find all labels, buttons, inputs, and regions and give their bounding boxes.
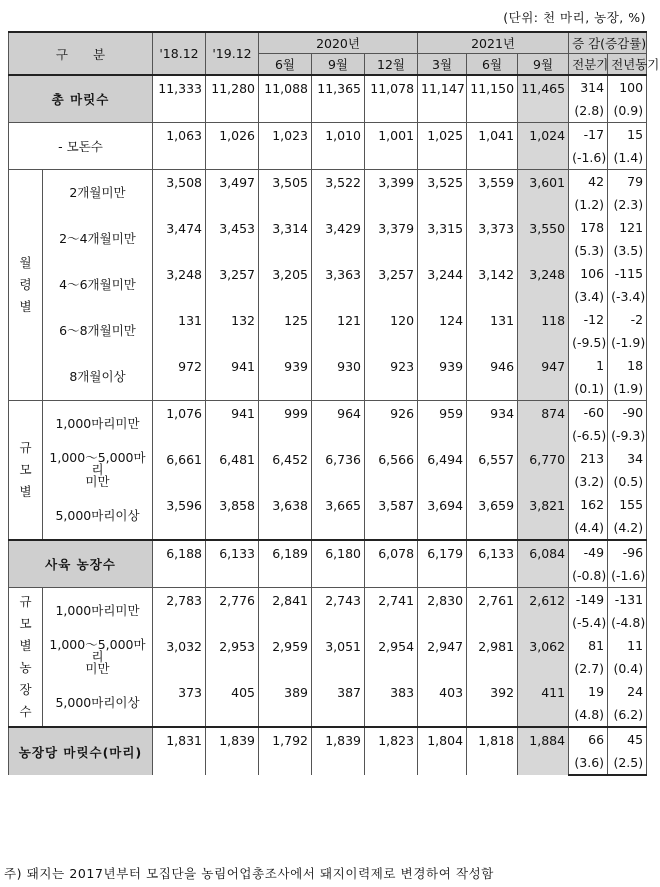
value-cell: 124 — [418, 308, 467, 354]
change-prev-quarter: 178 — [569, 216, 608, 239]
change-prev-year: 24 — [608, 680, 647, 703]
value-cell: 132 — [206, 308, 259, 354]
value-cell: 3,821 — [518, 493, 569, 540]
value-cell: 1,804 — [418, 727, 467, 775]
change-prev-year: -96 — [608, 540, 647, 564]
value-cell: 3,257 — [365, 262, 418, 308]
value-cell: 1,025 — [418, 123, 467, 170]
header-2019-12: '19.12 — [206, 32, 259, 75]
scale-group-label — [9, 401, 43, 541]
rate-prev-year: (3.5) — [608, 239, 647, 262]
row-label-item — [43, 401, 153, 448]
row-label-text: 2～4개월미만 — [59, 231, 136, 246]
value-cell: 120 — [365, 308, 418, 354]
change-prev-year: 100 — [608, 75, 647, 99]
value-cell: 3,379 — [365, 216, 418, 262]
change-prev-quarter: 81 — [569, 634, 608, 657]
group-label-char: 장 — [19, 682, 32, 697]
value-cell: 3,694 — [418, 493, 467, 540]
change-prev-quarter: 314 — [569, 75, 608, 99]
value-cell: 1,024 — [518, 123, 569, 170]
value-cell: 3,399 — [365, 170, 418, 217]
value-cell: 6,661 — [153, 447, 206, 493]
value-cell: 3,508 — [153, 170, 206, 217]
table-row — [9, 447, 647, 470]
value-cell: 3,505 — [259, 170, 312, 217]
value-cell: 1,831 — [153, 727, 206, 775]
rate-prev-year: (4.2) — [608, 516, 647, 540]
rate-prev-year: (-9.3) — [608, 424, 647, 447]
rate-prev-quarter: (-5.4) — [569, 611, 608, 634]
group-label-char: 월 — [19, 255, 32, 270]
header-2018-12: '18.12 — [153, 32, 206, 75]
group-label-char: 농 — [19, 660, 32, 675]
table-row — [9, 308, 647, 331]
value-cell: 11,147 — [418, 75, 467, 123]
row-label-text: 4～6개월미만 — [59, 277, 136, 292]
value-cell: 2,959 — [259, 634, 312, 680]
header-2021: 2021년 — [418, 32, 569, 54]
rate-prev-quarter: (3.4) — [569, 285, 608, 308]
value-cell: 1,063 — [153, 123, 206, 170]
value-cell: 383 — [365, 680, 418, 727]
table-row — [9, 123, 647, 147]
rate-prev-quarter: (4.4) — [569, 516, 608, 540]
value-cell: 1,792 — [259, 727, 312, 775]
change-prev-year: 15 — [608, 123, 647, 147]
table-row — [9, 727, 647, 751]
value-cell: 941 — [206, 354, 259, 401]
group-label-char: 수 — [19, 704, 32, 719]
change-prev-year: 11 — [608, 634, 647, 657]
rate-prev-quarter: (3.2) — [569, 470, 608, 493]
value-cell: 2,953 — [206, 634, 259, 680]
value-cell: 999 — [259, 401, 312, 448]
value-cell: 3,051 — [312, 634, 365, 680]
rate-prev-quarter: (5.3) — [569, 239, 608, 262]
change-prev-year: 18 — [608, 354, 647, 377]
header-month-2020-3: 12월 — [365, 54, 418, 76]
value-cell: 3,032 — [153, 634, 206, 680]
group-label-char: 규 — [19, 594, 32, 609]
change-prev-quarter: 162 — [569, 493, 608, 516]
value-cell: 3,550 — [518, 216, 569, 262]
rate-prev-year: (2.5) — [608, 751, 647, 775]
value-cell: 2,981 — [467, 634, 518, 680]
value-cell: 3,665 — [312, 493, 365, 540]
value-cell: 6,736 — [312, 447, 365, 493]
value-cell: 3,248 — [518, 262, 569, 308]
header-month-2021-3: 9월 — [518, 54, 569, 76]
pig-statistics-table — [8, 31, 660, 776]
row-label-text: 6～8개월미만 — [59, 323, 136, 338]
table-row — [9, 540, 647, 564]
rate-prev-year: (6.2) — [608, 703, 647, 727]
row-label-text: 1,000～5,000마리 미만 — [49, 637, 146, 676]
table-row — [9, 401, 647, 425]
value-cell: 1,001 — [365, 123, 418, 170]
value-cell: 941 — [206, 401, 259, 448]
group-label-char: 별 — [19, 638, 32, 653]
value-cell: 2,761 — [467, 588, 518, 635]
row-label-item — [43, 262, 153, 308]
value-cell: 6,180 — [312, 540, 365, 588]
change-prev-quarter: -17 — [569, 123, 608, 147]
group-label-char: 모 — [19, 462, 32, 477]
value-cell: 934 — [467, 401, 518, 448]
change-prev-quarter: 19 — [569, 680, 608, 703]
value-cell: 6,494 — [418, 447, 467, 493]
value-cell: 2,947 — [418, 634, 467, 680]
value-cell: 3,363 — [312, 262, 365, 308]
value-cell: 6,452 — [259, 447, 312, 493]
rate-prev-quarter: (-6.5) — [569, 424, 608, 447]
row-label-text: 1,000마리미만 — [55, 603, 140, 618]
row-label-item — [43, 680, 153, 727]
table-row — [9, 680, 647, 703]
value-cell: 3,497 — [206, 170, 259, 217]
value-cell: 3,522 — [312, 170, 365, 217]
change-prev-year: -90 — [608, 401, 647, 425]
change-prev-year: -131 — [608, 588, 647, 612]
change-prev-quarter: -12 — [569, 308, 608, 331]
value-cell: 6,179 — [418, 540, 467, 588]
value-cell: 3,587 — [365, 493, 418, 540]
row-label-main: 사육 농장수 — [9, 540, 153, 588]
value-cell: 125 — [259, 308, 312, 354]
value-cell: 11,365 — [312, 75, 365, 123]
header-2020: 2020년 — [259, 32, 418, 54]
rate-prev-quarter: (1.2) — [569, 193, 608, 216]
row-label-item — [43, 588, 153, 635]
rate-prev-year: (1.9) — [608, 377, 647, 401]
value-cell: 3,559 — [467, 170, 518, 217]
table-row — [9, 170, 647, 194]
rate-prev-quarter: (-1.6) — [569, 146, 608, 170]
value-cell: 2,743 — [312, 588, 365, 635]
value-cell: 3,453 — [206, 216, 259, 262]
rate-prev-year: (-1.6) — [608, 564, 647, 588]
value-cell: 2,741 — [365, 588, 418, 635]
change-prev-year: -2 — [608, 308, 647, 331]
value-cell: 1,839 — [206, 727, 259, 775]
row-label-text: 5,000마리이상 — [55, 508, 140, 523]
change-prev-quarter: 106 — [569, 262, 608, 285]
rate-prev-quarter: (3.6) — [569, 751, 608, 775]
rate-prev-quarter: (0.1) — [569, 377, 608, 401]
value-cell: 131 — [153, 308, 206, 354]
rate-prev-quarter: (-9.5) — [569, 331, 608, 354]
value-cell: 3,525 — [418, 170, 467, 217]
value-cell: 946 — [467, 354, 518, 401]
rate-prev-year: (2.3) — [608, 193, 647, 216]
change-prev-year: 79 — [608, 170, 647, 194]
row-label-item — [43, 170, 153, 217]
rate-prev-year: (0.5) — [608, 470, 647, 493]
value-cell: 3,858 — [206, 493, 259, 540]
row-label-item — [43, 354, 153, 401]
value-cell: 3,596 — [153, 493, 206, 540]
value-cell: 6,557 — [467, 447, 518, 493]
change-prev-quarter: 213 — [569, 447, 608, 470]
row-label-sub: - 모돈수 — [9, 123, 153, 170]
value-cell: 3,601 — [518, 170, 569, 217]
rate-prev-year: (-3.4) — [608, 285, 647, 308]
value-cell: 939 — [418, 354, 467, 401]
value-cell: 389 — [259, 680, 312, 727]
value-cell: 3,142 — [467, 262, 518, 308]
value-cell: 11,078 — [365, 75, 418, 123]
value-cell: 874 — [518, 401, 569, 448]
value-cell: 930 — [312, 354, 365, 401]
value-cell: 2,841 — [259, 588, 312, 635]
value-cell: 3,248 — [153, 262, 206, 308]
group-label-char: 별 — [19, 484, 32, 499]
header-month-2020-2: 9월 — [312, 54, 365, 76]
row-label-text: 2개월미만 — [69, 185, 126, 200]
value-cell: 405 — [206, 680, 259, 727]
row-label-text: 5,000마리이상 — [55, 695, 140, 710]
value-cell: 11,280 — [206, 75, 259, 123]
value-cell: 403 — [418, 680, 467, 727]
change-prev-year: 121 — [608, 216, 647, 239]
value-cell: 6,133 — [206, 540, 259, 588]
value-cell: 3,373 — [467, 216, 518, 262]
value-cell: 6,078 — [365, 540, 418, 588]
header-month-2020-1: 6월 — [259, 54, 312, 76]
header-prev-year: 전년동기 — [608, 54, 647, 76]
change-prev-quarter: 1 — [569, 354, 608, 377]
rate-prev-year: (0.9) — [608, 99, 647, 123]
value-cell: 11,333 — [153, 75, 206, 123]
value-cell: 3,257 — [206, 262, 259, 308]
group-label-char: 별 — [19, 299, 32, 314]
group-label-char: 규 — [19, 440, 32, 455]
value-cell: 3,638 — [259, 493, 312, 540]
farm-scale-group-label — [9, 588, 43, 728]
table-row — [9, 588, 647, 612]
row-label-main: 총 마릿수 — [9, 75, 153, 123]
change-prev-quarter: -60 — [569, 401, 608, 425]
value-cell: 2,776 — [206, 588, 259, 635]
value-cell: 1,076 — [153, 401, 206, 448]
value-cell: 1,026 — [206, 123, 259, 170]
row-label-text: 1,000～5,000마리 미만 — [49, 450, 146, 489]
value-cell: 947 — [518, 354, 569, 401]
value-cell: 3,315 — [418, 216, 467, 262]
value-cell: 373 — [153, 680, 206, 727]
age-group-label — [9, 170, 43, 401]
header-gubun: 구 분 — [9, 32, 153, 75]
value-cell: 6,133 — [467, 540, 518, 588]
value-cell: 6,566 — [365, 447, 418, 493]
row-label-main: 농장당 마릿수(마리) — [9, 727, 153, 775]
value-cell: 6,481 — [206, 447, 259, 493]
value-cell: 926 — [365, 401, 418, 448]
row-label-item — [43, 493, 153, 540]
value-cell: 972 — [153, 354, 206, 401]
value-cell: 1,818 — [467, 727, 518, 775]
value-cell: 1,839 — [312, 727, 365, 775]
value-cell: 1,823 — [365, 727, 418, 775]
row-label-item — [43, 216, 153, 262]
change-prev-year: -115 — [608, 262, 647, 285]
change-prev-year: 45 — [608, 727, 647, 751]
rate-prev-year: (-4.8) — [608, 611, 647, 634]
value-cell: 939 — [259, 354, 312, 401]
group-label-char: 모 — [19, 616, 32, 631]
value-cell: 118 — [518, 308, 569, 354]
rate-prev-quarter: (2.7) — [569, 657, 608, 680]
table-row — [9, 634, 647, 657]
change-prev-quarter: 42 — [569, 170, 608, 194]
change-prev-quarter: -149 — [569, 588, 608, 612]
value-cell: 2,954 — [365, 634, 418, 680]
change-prev-quarter: 66 — [569, 727, 608, 751]
row-label-item — [43, 308, 153, 354]
rate-prev-quarter: (4.8) — [569, 703, 608, 727]
rate-prev-year: (0.4) — [608, 657, 647, 680]
table-row — [9, 493, 647, 516]
change-prev-year: 155 — [608, 493, 647, 516]
value-cell: 959 — [418, 401, 467, 448]
header-month-2021-2: 6월 — [467, 54, 518, 76]
rate-prev-quarter: (2.8) — [569, 99, 608, 123]
value-cell: 131 — [467, 308, 518, 354]
value-cell: 2,830 — [418, 588, 467, 635]
value-cell: 6,189 — [259, 540, 312, 588]
row-label-item — [43, 634, 153, 680]
value-cell: 11,088 — [259, 75, 312, 123]
value-cell: 411 — [518, 680, 569, 727]
unit-note: (단위: 천 마리, 농장, %) — [503, 10, 646, 25]
table-row — [9, 216, 647, 239]
change-prev-quarter: -49 — [569, 540, 608, 564]
footnote: 주) 돼지는 2017년부터 모집단을 농림어업총조사에서 돼지이력제로 변경하여 작성함 — [4, 866, 494, 881]
value-cell: 6,770 — [518, 447, 569, 493]
value-cell: 964 — [312, 401, 365, 448]
value-cell: 1,023 — [259, 123, 312, 170]
value-cell: 2,612 — [518, 588, 569, 635]
value-cell: 3,205 — [259, 262, 312, 308]
value-cell: 6,188 — [153, 540, 206, 588]
value-cell: 2,783 — [153, 588, 206, 635]
rate-prev-year: (-1.9) — [608, 331, 647, 354]
value-cell: 3,062 — [518, 634, 569, 680]
header-month-2021-1: 3월 — [418, 54, 467, 76]
row-label-item — [43, 447, 153, 493]
value-cell: 1,884 — [518, 727, 569, 775]
value-cell: 3,429 — [312, 216, 365, 262]
value-cell: 3,244 — [418, 262, 467, 308]
value-cell: 11,465 — [518, 75, 569, 123]
rate-prev-quarter: (-0.8) — [569, 564, 608, 588]
value-cell: 387 — [312, 680, 365, 727]
rate-prev-year: (1.4) — [608, 146, 647, 170]
value-cell: 923 — [365, 354, 418, 401]
value-cell: 3,314 — [259, 216, 312, 262]
change-prev-year: 34 — [608, 447, 647, 470]
value-cell: 6,084 — [518, 540, 569, 588]
value-cell: 121 — [312, 308, 365, 354]
value-cell: 392 — [467, 680, 518, 727]
value-cell: 3,474 — [153, 216, 206, 262]
table-row — [9, 262, 647, 285]
table-row — [9, 354, 647, 377]
row-label-text: 8개월이상 — [69, 369, 126, 384]
value-cell: 3,659 — [467, 493, 518, 540]
group-label-char: 령 — [19, 277, 32, 292]
header-prev-quarter: 전분기 — [569, 54, 608, 76]
value-cell: 1,041 — [467, 123, 518, 170]
table-row — [9, 75, 647, 99]
value-cell: 1,010 — [312, 123, 365, 170]
header-change: 증 감(증감률) — [569, 32, 647, 54]
row-label-text: 1,000마리미만 — [55, 416, 140, 431]
value-cell: 11,150 — [467, 75, 518, 123]
